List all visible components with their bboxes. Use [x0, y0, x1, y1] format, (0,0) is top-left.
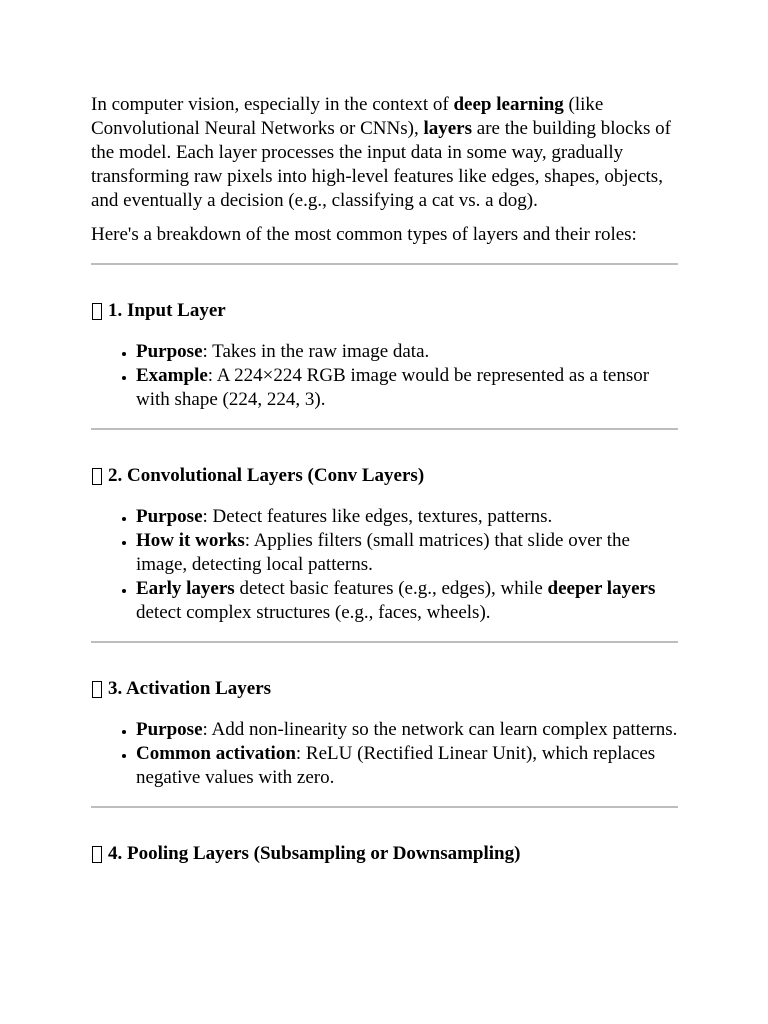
list-item	[136, 340, 678, 364]
list-item	[136, 742, 678, 790]
section-heading-convolutional-layers	[91, 464, 678, 488]
divider	[91, 428, 678, 430]
intro-bold-layers: layers	[423, 118, 473, 139]
divider	[91, 263, 678, 265]
intro-bold-deep-learning: deep learning	[453, 94, 564, 115]
divider	[91, 641, 678, 643]
item-label: Common activation	[136, 743, 296, 764]
item-label: How it works	[136, 530, 245, 551]
section-title: 4. Pooling Layers (Subsampling or Downsampling)	[108, 843, 521, 864]
list-item	[136, 718, 678, 742]
item-text: : Applies filters (small matrices) that slide over the image, detecting local patterns.	[136, 530, 630, 575]
missing-glyph-icon	[92, 468, 102, 485]
item-text: detect basic features (e.g., edges), while	[234, 578, 548, 599]
lead-paragraph: Here's a breakdown of the most common types of layers and their roles:	[91, 224, 637, 245]
item-label: Purpose	[136, 341, 203, 362]
item-text: : Detect features like edges, textures, patterns.	[202, 506, 553, 527]
section-title: 1. Input Layer	[108, 300, 226, 321]
missing-glyph-icon	[92, 846, 102, 863]
missing-glyph-icon	[92, 681, 102, 698]
list-item	[136, 529, 678, 577]
list-item	[136, 505, 678, 529]
item-text: : ReLU (Rectified Linear Unit), which replaces negative values with zero.	[136, 743, 656, 788]
intro-paragraph	[91, 93, 678, 213]
item-label: Early layers	[136, 578, 235, 599]
section-list	[91, 340, 678, 412]
divider	[91, 806, 678, 808]
section-title: 3. Activation Layers	[108, 678, 272, 699]
item-label: Purpose	[136, 506, 203, 527]
intro-text-2: (like Convolutional Neural Networks or CNNs),	[91, 94, 604, 139]
item-label: Example	[136, 365, 208, 386]
section-list	[91, 718, 678, 790]
list-item	[136, 364, 678, 412]
section-heading-activation-layers	[91, 677, 678, 701]
item-label: Purpose	[136, 719, 203, 740]
item-label: deeper layers	[547, 578, 656, 599]
section-list	[91, 505, 678, 625]
item-text: detect complex structures (e.g., faces, wheels).	[136, 602, 491, 623]
missing-glyph-icon	[92, 303, 102, 320]
section-heading-input-layer	[91, 299, 678, 323]
list-item	[136, 577, 678, 625]
item-text: : A 224×224 RGB image would be represented as a tensor with shape (224, 224, 3).	[136, 365, 650, 410]
intro-text-3: are the building blocks of the model. Each layer processes the input data in some way, gradually transforming raw pixels into high-level features like edges, shapes, objects, and eventually a decision (e.g., classifying a cat vs. a dog).	[91, 118, 671, 211]
intro-text-1: In computer vision, especially in the context of	[91, 94, 454, 115]
section-title: 2. Convolutional Layers (Conv Layers)	[108, 465, 425, 486]
item-text: : Add non-linearity so the network can learn complex patterns.	[202, 719, 678, 740]
section-heading-pooling-layers	[91, 842, 678, 866]
item-text: : Takes in the raw image data.	[202, 341, 430, 362]
